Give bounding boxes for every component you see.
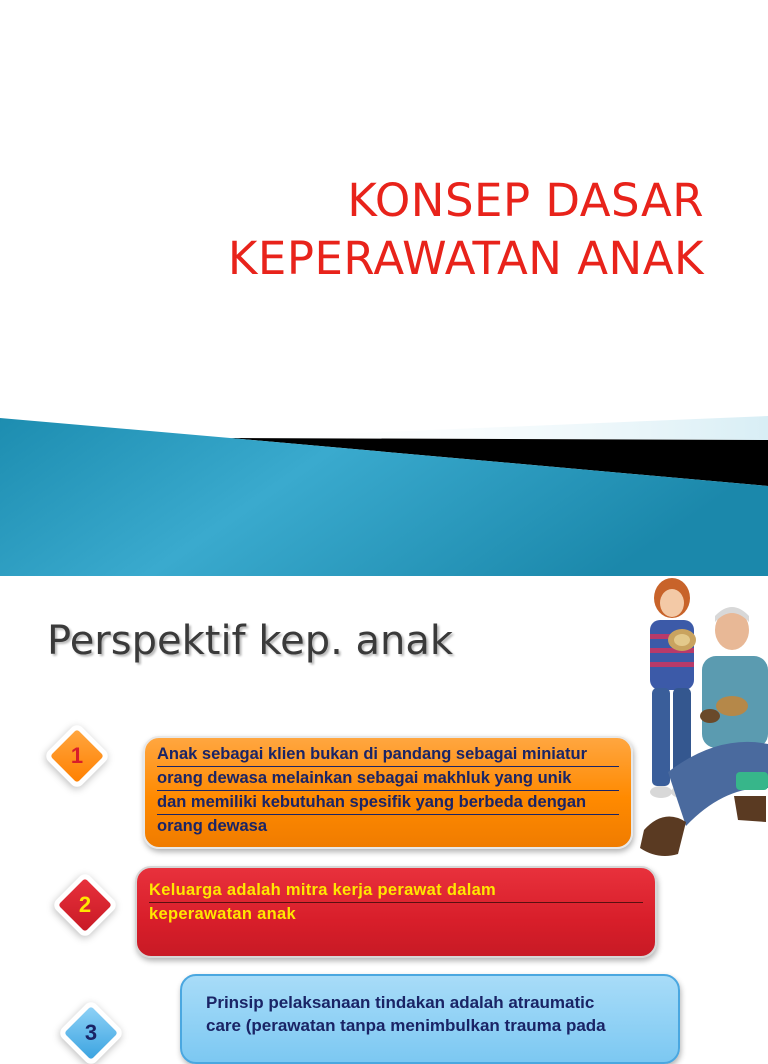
point-box-1 — [143, 736, 633, 849]
badge-number-3: 3 — [84, 1020, 98, 1045]
point-1-line-3: dan memiliki kebutuhan spesifik yang berbeda dengan — [157, 791, 619, 815]
badge-number-2: 2 — [78, 892, 92, 917]
point-2-line-1: Keluarga adalah mitra kerja perawat dalam — [149, 879, 643, 903]
slide-heading: Perspektif kep. anak — [47, 618, 454, 664]
decorative-wave-band — [0, 410, 768, 576]
point-3-line-2: care (perawatan tanpa menimbulkan trauma pada — [206, 1016, 606, 1035]
grandfather-child-photo — [628, 576, 768, 866]
title-line-1: KONSEP DASAR — [347, 174, 704, 227]
slide-title — [228, 172, 704, 288]
point-1-line-4: orang dewasa — [157, 817, 268, 835]
point-box-2 — [135, 866, 657, 958]
title-line-2: KEPERAWATAN ANAK — [227, 232, 704, 285]
point-box-3 — [180, 974, 680, 1064]
point-3-line-1: Prinsip pelaksanaan tindakan adalah atraumatic — [206, 993, 595, 1012]
point-1-line-1: Anak sebagai klien bukan di pandang sebagai miniatur — [157, 743, 619, 767]
perspective-slide — [0, 576, 768, 1045]
point-2-line-2: keperawatan anak — [149, 905, 296, 923]
point-1-line-2: orang dewasa melainkan sebagai makhluk yang unik — [157, 767, 619, 791]
badge-number-1: 1 — [70, 743, 84, 768]
